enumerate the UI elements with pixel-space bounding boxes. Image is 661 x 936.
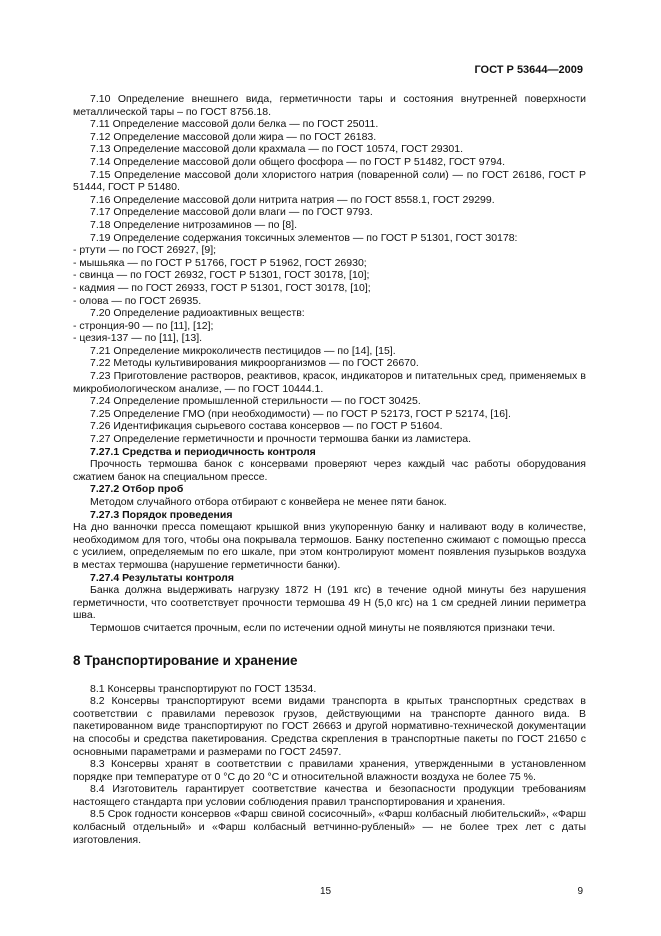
paragraph-7-23: 7.23 Приготовление растворов, реактивов, красок, индикаторов и питательных сред, применяемых в микробиологическом анализе, — по ГОСТ 10444.1. bbox=[73, 370, 586, 395]
list-item-strontium: - стронция-90 — по [11], [12]; bbox=[73, 319, 214, 332]
paragraph-7-27: 7.27 Определение герметичности и прочности термошва банки из ламистера. bbox=[90, 433, 472, 446]
paragraph-8-1: 8.1 Консервы транспортируют по ГОСТ 13534. bbox=[90, 682, 317, 695]
list-item-cesium: - цезия-137 — по [11], [13]. bbox=[73, 332, 203, 345]
paragraph-7-21: 7.21 Определение микроколичеств пестицидов — по [14], [15]. bbox=[90, 344, 396, 357]
paragraph-8-4: 8.4 Изготовитель гарантирует соответствие качества и безопасности продукции требованиям настоящего стандарта при условии соблюдения правил транспортирования и хранения. bbox=[73, 783, 586, 808]
list-item-lead: - свинца — по ГОСТ 26932, ГОСТ Р 51301, ГОСТ 30178, [10]; bbox=[73, 269, 370, 282]
paragraph-7-25: 7.25 Определение ГМО (при необходимости) — по ГОСТ Р 52173, ГОСТ Р 52174, [16]. bbox=[90, 407, 511, 420]
paragraph-7-26: 7.26 Идентификация сырьевого состава консервов — по ГОСТ Р 51604. bbox=[90, 420, 443, 433]
paragraph-8-5: 8.5 Срок годности консервов «Фарш свиной сосисочный», «Фарш колбасный любительский», «Фарш колбасный отдельный» и «Фарш колбасный ветчинно-рубленый» — не более трех лет с даты изготовления. bbox=[73, 808, 586, 846]
subheading-7-27-1: 7.27.1 Средства и периодичность контроля bbox=[90, 445, 316, 458]
paragraph-7-16: 7.16 Определение массовой доли нитрита натрия — по ГОСТ 8558.1, ГОСТ 29299. bbox=[90, 193, 495, 206]
paragraph-7-27-4-note: Термошов считается прочным, если по истечении одной минуты не появляются признаки течи. bbox=[90, 621, 556, 634]
paragraph-7-19: 7.19 Определение содержания токсичных элементов — по ГОСТ Р 51301, ГОСТ 30178: bbox=[90, 231, 518, 244]
subheading-7-27-4: 7.27.4 Результаты контроля bbox=[90, 571, 234, 584]
paragraph-7-20: 7.20 Определение радиоактивных веществ: bbox=[90, 307, 305, 320]
list-item-arsenic: - мышьяка — по ГОСТ Р 51766, ГОСТ Р 51962, ГОСТ 26930; bbox=[73, 256, 367, 269]
paragraph-7-14: 7.14 Определение массовой доли общего фосфора — по ГОСТ Р 51482, ГОСТ 9794. bbox=[90, 155, 506, 168]
paragraph-7-27-2-text: Методом случайного отбора отбирают с конвейера не менее пяти банок. bbox=[90, 496, 447, 508]
paragraph-7-11: 7.11 Определение массовой доли белка — по ГОСТ 25011. bbox=[90, 118, 379, 131]
paragraph-7-24: 7.24 Определение промышленной стерильности — по ГОСТ 30425. bbox=[90, 395, 421, 408]
paragraph-8-3: 8.3 Консервы хранят в соответствии с правилами хранения, утвержденными в установленном порядке при температуре от 0 °С до 20 °С и относительной влажности воздуха не более 75 %. bbox=[73, 758, 586, 783]
paragraph-7-17: 7.17 Определение массовой доли влаги — по ГОСТ 9793. bbox=[90, 206, 373, 219]
paragraph-7-22: 7.22 Методы культивирования микроорганизмов — по ГОСТ 26670. bbox=[90, 357, 419, 370]
page-number-right: 9 bbox=[577, 886, 583, 897]
paragraph-7-27-1-text: Прочность термошва банок с консервами проверяют через каждый час работы оборудования сжатием банок на специальном прессе. bbox=[73, 458, 586, 483]
section-heading-8: 8 Транспортирование и хранение bbox=[73, 652, 298, 668]
list-item-tin: - олова — по ГОСТ 26935. bbox=[73, 294, 202, 307]
paragraph-7-12: 7.12 Определение массовой доли жира — по ГОСТ 26183. bbox=[90, 130, 377, 143]
document-body bbox=[73, 93, 586, 846]
paragraph-7-10: 7.10 Определение внешнего вида, герметичности тары и состояния внутренней поверхности металлической тары – по ГОСТ 8756.18. bbox=[73, 93, 586, 118]
page-number-center: 15 bbox=[320, 886, 332, 897]
paragraph-7-27-3-text: На дно ванночки пресса помещают крышкой вниз укупоренную банку и наливают воду в количестве, необходимом для того, чтобы она покрывала термошов. Банку постепенно сжимают с помощью пресса с усилием, определяемым по его шкале, при этом контролируют момент появления пузырьков воздуха в местах термошва (нарушение герметичности банки). bbox=[73, 521, 586, 571]
paragraph-8-2: 8.2 Консервы транспортируют всеми видами транспорта в крытых транспортных средствах в соответствии с правилами перевозок грузов, действующими на транспорте данного вида. В пакетированном виде транспортируют по ГОСТ 26663 и другой нормативно-технической документации на способы и средства пакетирования. Средства скрепления в транспортные пакеты по ГОСТ 21650 с основными параметрами и размерами по ГОСТ 24597. bbox=[73, 695, 586, 758]
paragraph-7-13: 7.13 Определение массовой доли крахмала — по ГОСТ 10574, ГОСТ 29301. bbox=[90, 143, 464, 156]
paragraph-7-27-4-text: Банка должна выдерживать нагрузку 1872 Н (191 кгс) в течение одной минуты без нарушения герметичности, что соответствует прочности термошва 49 Н (5,0 кгс) на 1 см средней линии периметра шва. bbox=[73, 584, 586, 622]
paragraph-7-15: 7.15 Определение массовой доли хлористого натрия (поваренной соли) — по ГОСТ 26186, ГОСТ Р 51444, ГОСТ Р 51480. bbox=[73, 168, 586, 194]
subheading-7-27-2: 7.27.2 Отбор проб bbox=[90, 483, 184, 496]
document-id-header: ГОСТ Р 53644—2009 bbox=[474, 64, 583, 76]
list-item-mercury: - ртути — по ГОСТ 26927, [9]; bbox=[73, 244, 217, 257]
list-item-cadmium: - кадмия — по ГОСТ 26933, ГОСТ Р 51301, ГОСТ 30178, [10]; bbox=[73, 281, 371, 294]
subheading-7-27-3: 7.27.3 Порядок проведения bbox=[90, 508, 233, 521]
paragraph-7-18: 7.18 Определение нитрозаминов — по [8]. bbox=[90, 218, 298, 231]
